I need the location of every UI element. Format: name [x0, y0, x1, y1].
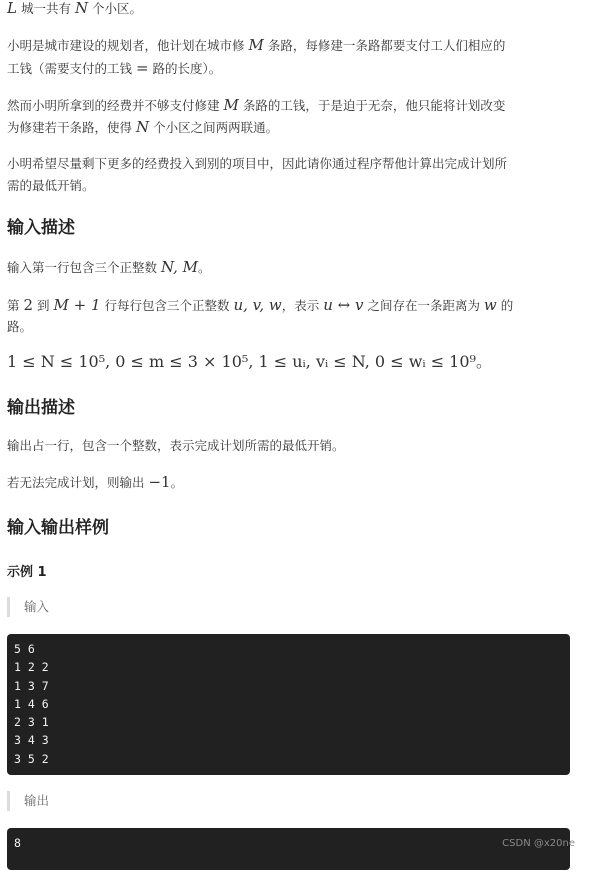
constraints: 1 ≤ N ≤ 10⁵, 0 ≤ m ≤ 3 × 10⁵, 1 ≤ uᵢ, vᵢ ≤ N, 0 ≤ wᵢ ≤ 10⁹。	[7, 352, 492, 371]
intro-line-4	[7, 94, 505, 117]
text: 第	[7, 298, 24, 313]
text: 个小区。	[88, 1, 143, 16]
math-neg-one: −1	[148, 473, 171, 491]
text: 若无法完成计划，则输出	[7, 475, 149, 490]
math-uv: u ↔ v	[323, 296, 364, 314]
text: 路的长度）。	[148, 61, 222, 76]
output-desc-line-1: 输出占一行，包含一个整数，表示完成计划所需的最低开销。	[7, 438, 345, 453]
text: 小明是城市建设的规划者，他计划在城市修	[7, 38, 249, 53]
math-eq: =	[135, 59, 149, 77]
math-M1: M + 1	[53, 296, 101, 314]
math-uvw: u, v, w	[233, 296, 282, 314]
text: 小明希望尽量剩下更多的经费投入到别的项目中，因此请你通过程序帮他计算出完成计划所	[7, 156, 508, 171]
text: 。	[198, 260, 211, 275]
input-desc-line-1	[7, 256, 211, 279]
text: 输入第一行包含三个正整数	[7, 260, 161, 275]
watermark: CSDN @x20ne	[502, 838, 575, 849]
intro-line-2	[7, 34, 505, 57]
math-two: 2	[23, 296, 34, 314]
input-desc-line-2	[7, 294, 513, 317]
output-label: 输出	[7, 791, 49, 811]
math-L: L	[7, 0, 17, 17]
math-N: N	[74, 0, 89, 17]
input-desc-line-3	[7, 316, 32, 338]
math-M: M	[223, 96, 239, 114]
text: ，表示	[281, 298, 324, 313]
text: 之间存在一条距离为	[363, 298, 484, 313]
sample-input-code[interactable]: 5 6 1 2 2 1 3 7 1 4 6 2 3 1 3 4 3 3 5 2	[7, 634, 570, 775]
text: 个小区之间两两联通。	[149, 120, 279, 135]
math-NM: N, M	[160, 258, 199, 276]
sample-output-code[interactable]: 8	[7, 828, 570, 870]
math-N: N	[135, 118, 150, 136]
intro-line-6	[7, 153, 507, 175]
text: 工钱（需要支付的工钱	[7, 61, 136, 76]
intro-line-3	[7, 57, 221, 80]
text: 到	[33, 298, 54, 313]
text: 城一共有	[20, 1, 75, 16]
text: 条路的工钱，于是迫于无奈，他只能将计划改变	[238, 98, 506, 113]
math-M: M	[248, 36, 264, 54]
text: 为修建若干条路，使得	[7, 120, 136, 135]
output-desc-line-2	[7, 471, 183, 494]
intro-line-1	[7, 0, 142, 20]
text: 路。	[7, 319, 33, 334]
example-title: 示例 1	[7, 565, 47, 580]
output-desc-heading: 输出描述	[7, 398, 75, 418]
text: 然而小明所拿到的经费并不够支付修建	[7, 98, 224, 113]
samples-heading: 输入输出样例	[7, 518, 109, 538]
text: 行每行包含三个正整数	[100, 298, 234, 313]
input-label: 输入	[7, 597, 49, 617]
intro-line-5	[7, 116, 278, 139]
intro-line-7	[7, 175, 95, 197]
text: 条路，每修建一条路都要支付工人们相应的	[263, 38, 506, 53]
input-desc-heading: 输入描述	[7, 218, 75, 238]
text: 需的最低开销。	[7, 178, 95, 193]
text: 的	[496, 298, 514, 313]
math-w: w	[483, 296, 497, 314]
text: 。	[170, 475, 184, 490]
